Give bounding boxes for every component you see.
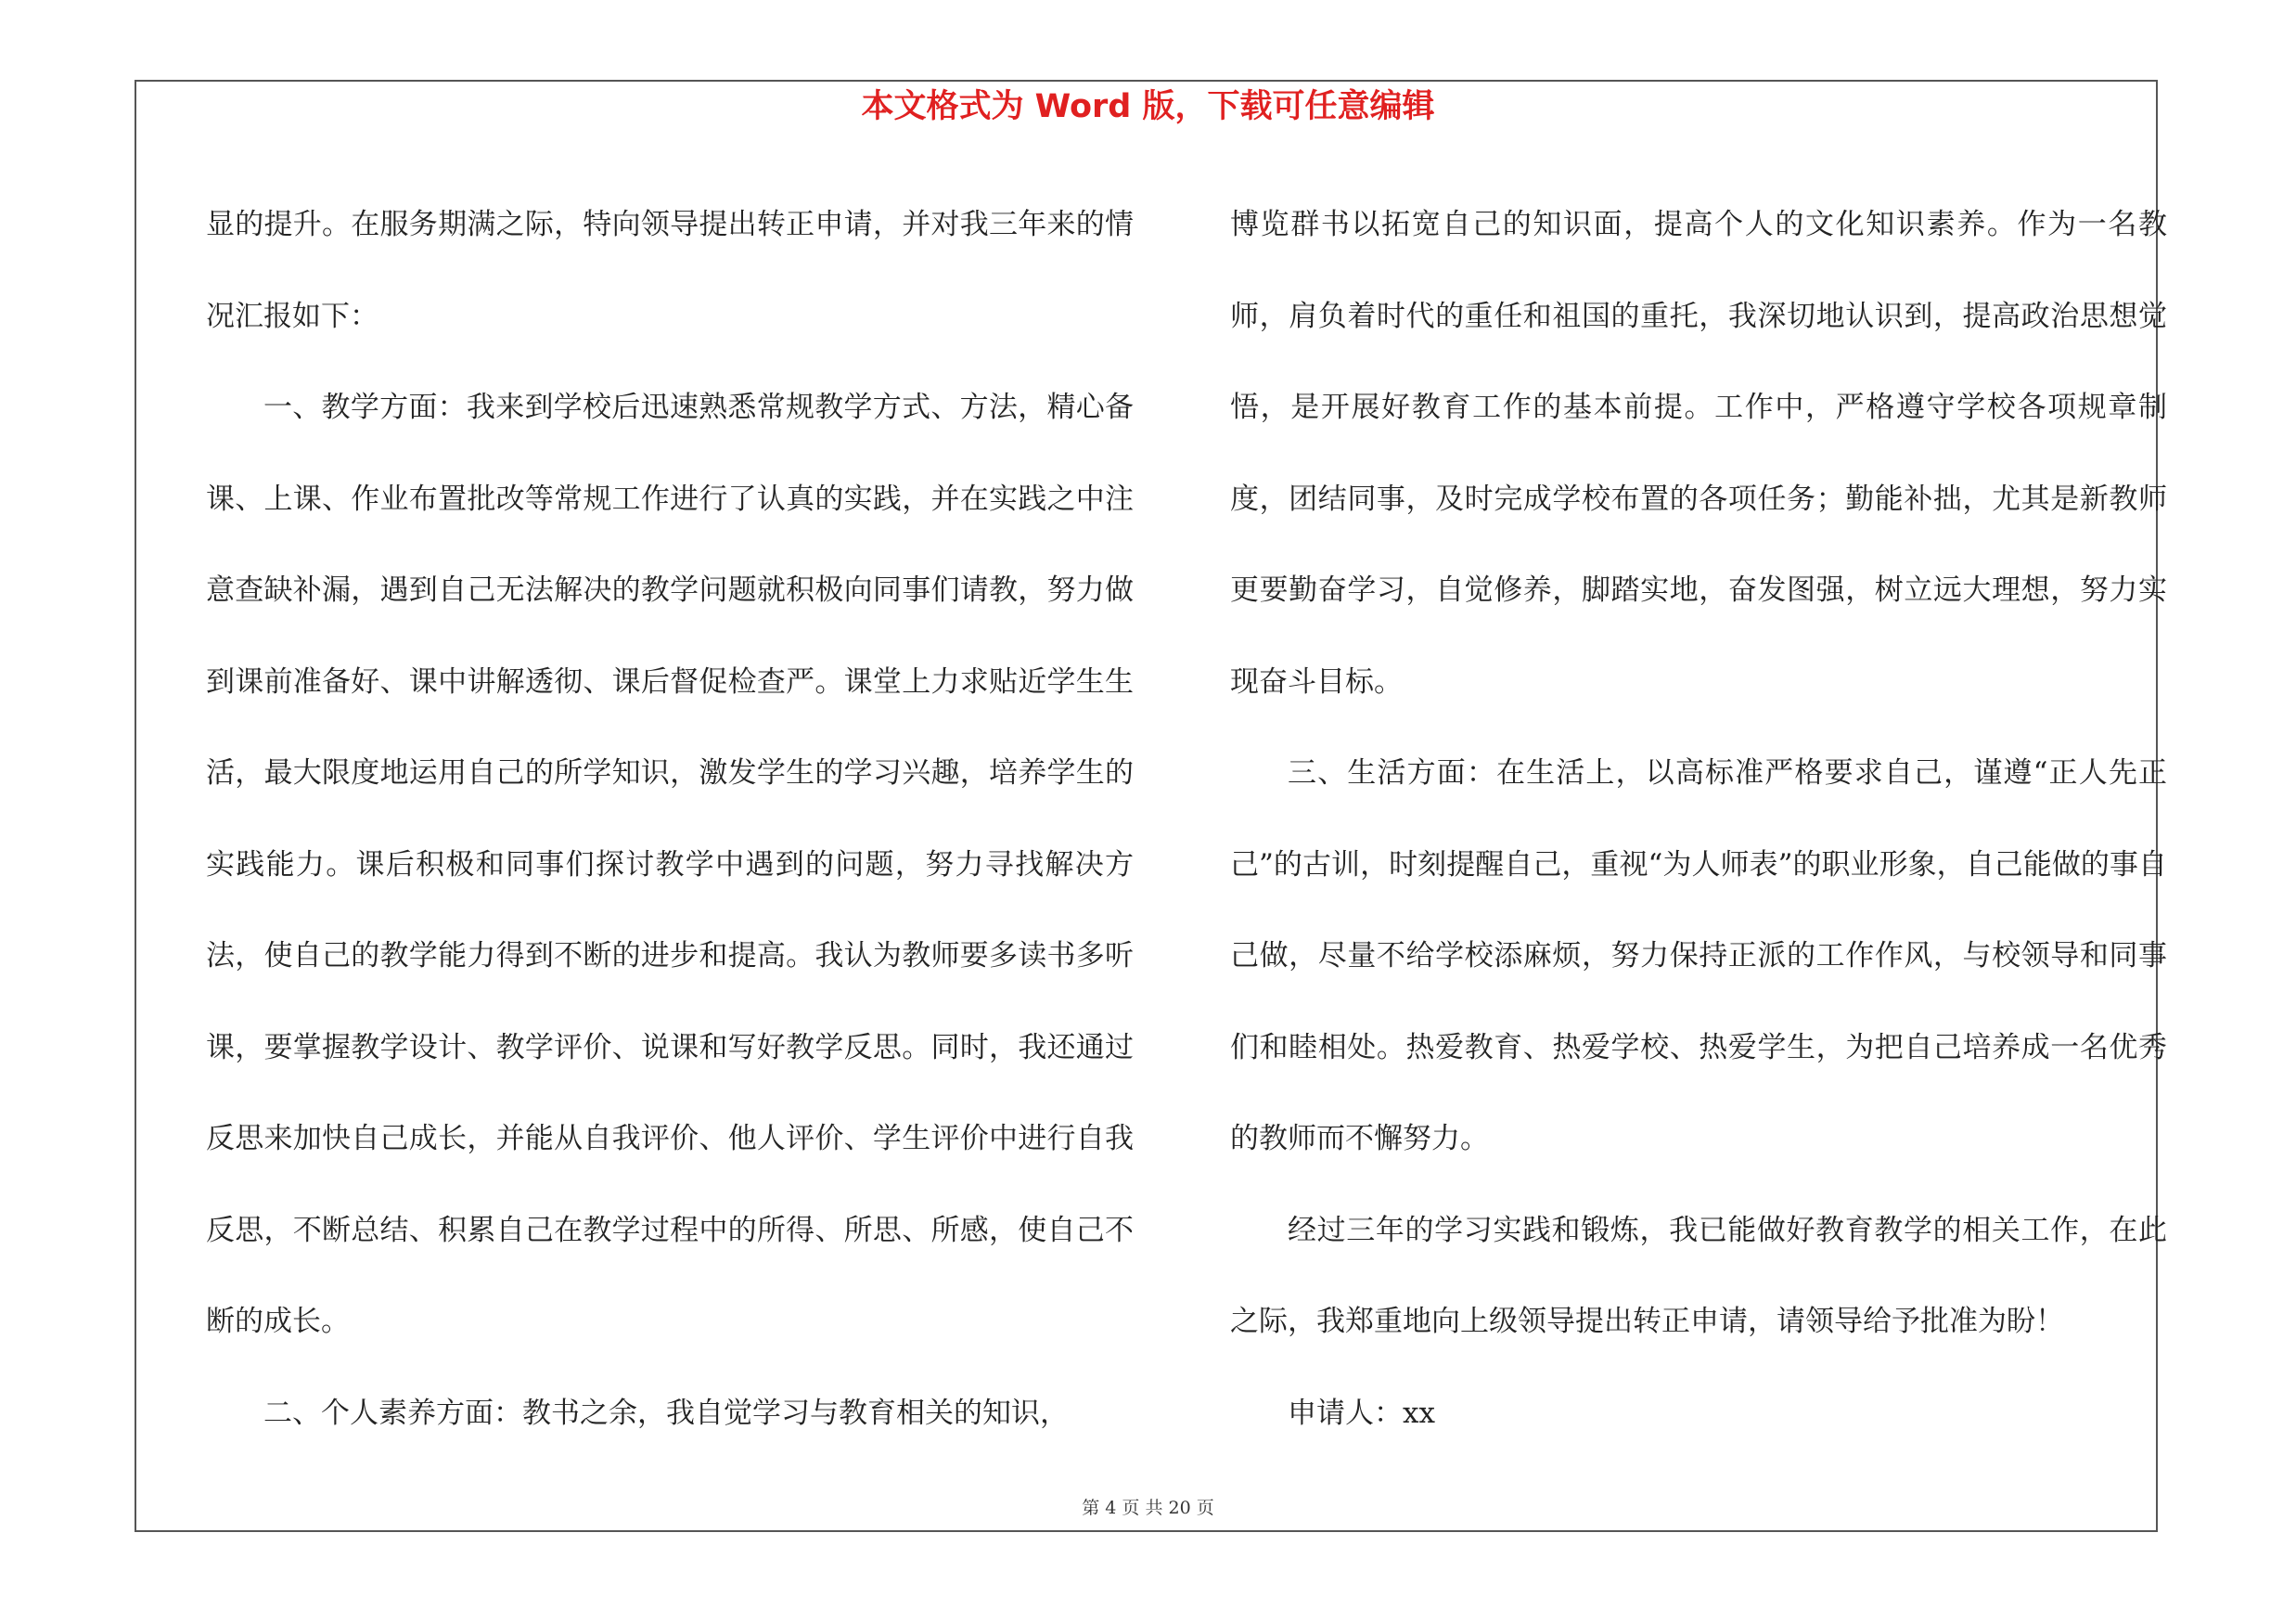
paragraph: 博览群书以拓宽自己的知识面，提高个人的文化知识素养。作为一名教师，肩负着时代的重任和祖国的重托，我深切地认识到，提高政治思想觉悟，是开展好教育工作的基本前提。工作中，严格遵守学校各项规章制度，团结同事，及时完成学校布置的各项任务；勤能补拙，尤其是新教师更要勤奋学习，自觉修养，脚踏实地，奋发图强，树立远大理想，努力实现奋斗目标。 xyxy=(1230,208,2167,699)
signature-line: 申请人：xx xyxy=(1288,1396,1435,1430)
paragraph: 一、教学方面：我来到学校后迅速熟悉常规教学方式、方法，精心备课、上课、作业布置批改等常规工作进行了认真的实践，并在实践之中注意查缺补漏，遇到自己无法解决的教学问题就积极向同事们请教，努力做到课前准备好、课中讲解透彻、课后督促检查严。课堂上力求贴近学生生活，最大限度地运用自己的所学知识，激发学生的学习兴趣，培养学生的实践能力。课后积极和同事们探讨教学中遇到的问题，努力寻找解决方法，使自己的教学能力得到不断的进步和提高。我认为教师要多读书多听课，要掌握教学设计、教学评价、说课和写好教学反思。同时，我还通过反思来加快自己成长，并能从自我评价、他人评价、学生评价中进行自我反思，不断总结、积累自己在教学过程中的所得、所思、所感，使自己不断的成长。 xyxy=(206,391,1134,1338)
paragraph: 经过三年的学习实践和锻炼，我已能做好教育教学的相关工作，在此之际，我郑重地向上级领导提出转正申请，请领导给予批准为盼！ xyxy=(1230,1213,2167,1338)
left-column xyxy=(206,179,1134,1459)
right-column xyxy=(1230,179,2167,1459)
document-banner: 本文格式为 Word 版，下载可任意编辑 xyxy=(861,88,1435,125)
paragraph: 三、生活方面：在生活上，以高标准严格要求自己，谨遵“正人先正己”的古训，时刻提醒自己，重视“为人师表”的职业形象，自己能做的事自己做，尽量不给学校添麻烦，努力保持正派的工作作风，与校领导和同事们和睦相处。热爱教育、热爱学校、热爱学生，为把自己培养成一名优秀的教师而不懈努力。 xyxy=(1230,756,2167,1155)
page-number: 第 4 页 共 20 页 xyxy=(1082,1498,1214,1518)
paragraph: 显的提升。在服务期满之际，特向领导提出转正申请，并对我三年来的情况汇报如下： xyxy=(206,208,1134,333)
paragraph: 二、个人素养方面：教书之余，我自觉学习与教育相关的知识， xyxy=(263,1396,1069,1430)
